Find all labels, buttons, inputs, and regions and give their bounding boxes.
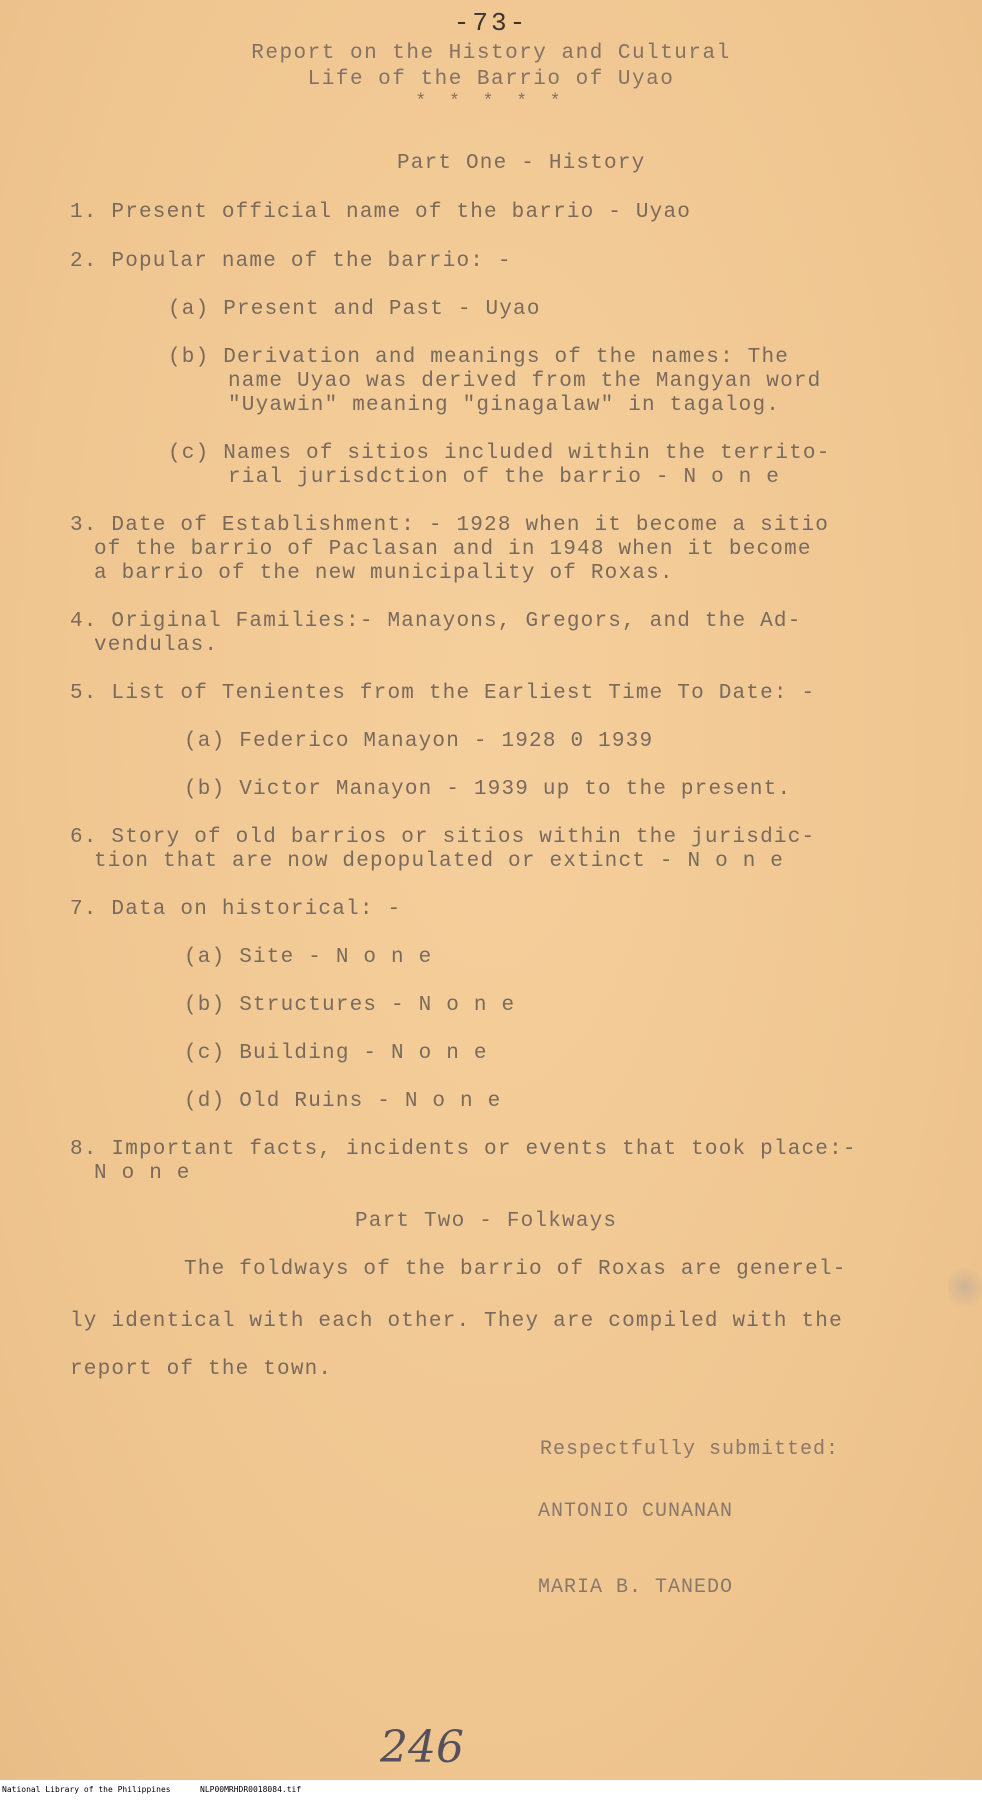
document-title-line-2: Life of the Barrio of Uyao — [307, 68, 675, 91]
item-7-line: 7. Data on historical: - — [70, 898, 402, 921]
item-3-line-1: 3. Date of Establishment: - 1928 when it become a sitio — [70, 514, 830, 537]
item-2c-line-2: rial jurisdction of the barrio - N o n e — [228, 466, 781, 489]
item-8-line-1: 8. Important facts, incidents or events that took place:- — [70, 1138, 857, 1161]
folkways-line-1: The foldways of the barrio of Roxas are generel- — [184, 1258, 847, 1281]
footer-file-name: NLP00MRHDR0018084.tif — [200, 1785, 302, 1794]
signatory-name-1: ANTONIO CUNANAN — [538, 1500, 734, 1523]
item-8-line-2: N o n e — [94, 1162, 191, 1185]
ink-smudge — [948, 1262, 982, 1312]
item-2b-line-3: "Uyawin" meaning "ginagalaw" in tagalog. — [228, 394, 781, 417]
item-5-line: 5. List of Tenientes from the Earliest Time To Date: - — [70, 682, 816, 705]
item-6-line-1: 6. Story of old barrios or sitios within the jurisdic- — [70, 826, 816, 849]
item-2c-line-1: (c) Names of sitios included within the territo- — [168, 442, 831, 465]
handwritten-page-number: 246 — [380, 1722, 464, 1773]
scan-footer — [0, 1780, 982, 1800]
page-number: -73- — [453, 8, 529, 38]
folkways-line-3: report of the town. — [70, 1358, 333, 1381]
signatory-name-2: MARIA B. TANEDO — [538, 1576, 734, 1599]
title-stars: * * * * * — [415, 92, 567, 112]
item-2a-line: (a) Present and Past - Uyao — [168, 298, 541, 321]
item-5a-line: (a) Federico Manayon - 1928 0 1939 — [184, 730, 654, 753]
item-4-line-1: 4. Original Families:- Manayons, Gregors, and the Ad- — [70, 610, 802, 633]
item-7d-line: (d) Old Ruins - N o n e — [184, 1090, 502, 1113]
item-4-line-2: vendulas. — [94, 634, 219, 657]
item-2b-line-2: name Uyao was derived from the Mangyan word — [228, 370, 822, 393]
item-7c-line: (c) Building - N o n e — [184, 1042, 488, 1065]
item-7a-line: (a) Site - N o n e — [184, 946, 433, 969]
item-3-line-3: a barrio of the new municipality of Roxas. — [94, 562, 674, 585]
folkways-line-2: ly identical with each other. They are compiled with the — [70, 1310, 843, 1333]
item-1-line: 1. Present official name of the barrio - Uyao — [70, 201, 692, 224]
item-7b-line: (b) Structures - N o n e — [184, 994, 516, 1017]
part-two-heading: Part Two - Folkways — [355, 1210, 618, 1233]
item-5b-line: (b) Victor Manayon - 1939 up to the present. — [184, 778, 792, 801]
item-2-line: 2. Popular name of the barrio: - — [70, 250, 512, 273]
item-2b-line-1: (b) Derivation and meanings of the names: The — [168, 346, 790, 369]
document-title-line-1: Report on the History and Cultural — [251, 42, 731, 65]
item-6-line-2: tion that are now depopulated or extinct - N o n e — [94, 850, 785, 873]
footer-library-label: National Library of the Philippines — [2, 1785, 171, 1794]
part-one-heading: Part One - History — [397, 152, 646, 175]
closing-text: Respectfully submitted: — [540, 1438, 840, 1461]
item-3-line-2: of the barrio of Paclasan and in 1948 when it become — [94, 538, 812, 561]
